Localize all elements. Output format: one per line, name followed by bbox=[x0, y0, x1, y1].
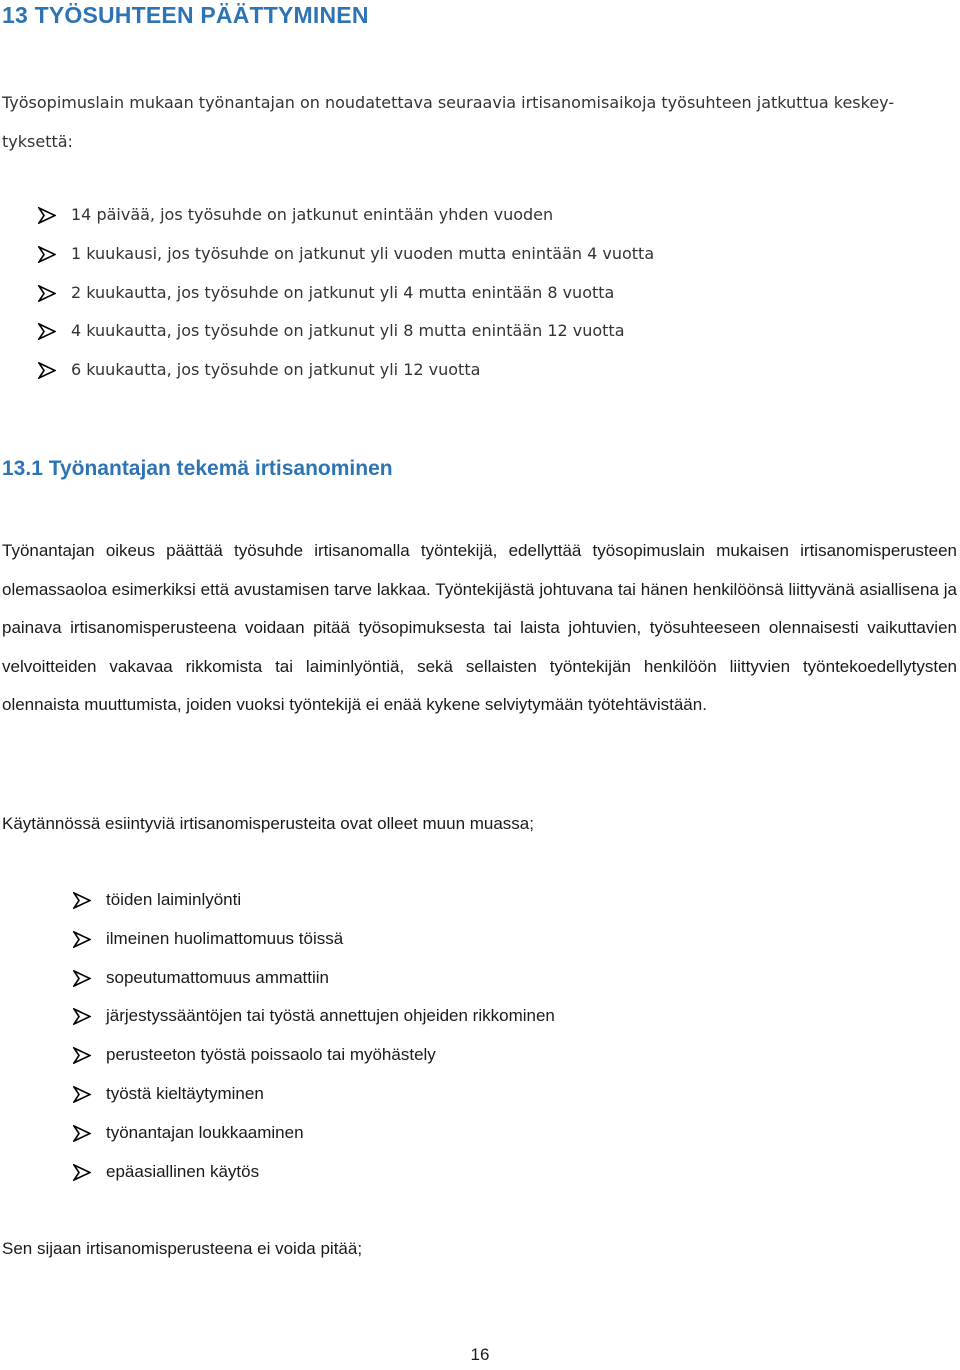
subsection-heading: 13.1 Työnantajan tekemä irtisanominen bbox=[2, 457, 393, 480]
list-item-text: 1 kuukausi, jos työsuhde on jatkunut yli vuoden mutta enintään 4 vuotta bbox=[71, 243, 655, 263]
arrowhead-bullet-icon bbox=[38, 323, 56, 340]
arrowhead-bullet-icon bbox=[38, 285, 56, 302]
body-paragraph: Työnantajan oikeus päättää työsuhde irtisanomalla työntekijä, edellyttää työsopimuslain mukaisen irtisanomisperusteen olemassaoloa esimerkiksi että avustamisen tarve lakkaa. Työntekijästä johtuvana tai hänen henkilöönsä liittyvänä asiallisena ja painava irtisanomisperusteena voidaan pitää työsopimuksesta tai laista johtuvien, työsuhteeseen olennaisesti vaikuttavien velvoitteiden vakavaa rikkomista tai laiminlyöntiä, sekä sellaisten työntekijän henkilöön liittyvien työntekoedellytysten olennaista muuttumista, joiden vuoksi työntekijä ei enää kykene selviytymään työtehtävistään. bbox=[2, 541, 957, 715]
intro-line: tyksettä: bbox=[2, 131, 73, 151]
list-item-text: 2 kuukautta, jos työsuhde on jatkunut yli 4 mutta enintään 8 vuotta bbox=[71, 282, 615, 302]
page-number: 16 bbox=[470, 1345, 490, 1364]
section-heading: 13 TYÖSUHTEEN PÄÄTTYMINEN bbox=[2, 2, 369, 28]
list-item-text: työnantajan loukkaaminen bbox=[106, 1122, 304, 1142]
list-item-text: työstä kieltäytyminen bbox=[106, 1083, 264, 1103]
arrowhead-bullet-icon bbox=[38, 246, 56, 263]
arrowhead-bullet-icon bbox=[73, 1008, 91, 1025]
arrowhead-bullet-icon bbox=[73, 931, 91, 948]
list-item-text: 14 päivää, jos työsuhde on jatkunut enintään yhden vuoden bbox=[71, 205, 554, 224]
intro-line: Työsopimuslain mukaan työnantajan on noudatettava seuraavia irtisanomisaikoja työsuhteen jatkuttua keskey- bbox=[2, 93, 895, 112]
arrowhead-bullet-icon bbox=[38, 362, 56, 379]
arrowhead-bullet-icon bbox=[73, 1086, 91, 1103]
list-item-text: 4 kuukautta, jos työsuhde on jatkunut yli 8 mutta enintään 12 vuotta bbox=[71, 321, 625, 341]
arrowhead-bullet-icon bbox=[73, 1164, 91, 1181]
list-item-text: töiden laiminlyönti bbox=[106, 890, 242, 909]
arrowhead-bullet-icon bbox=[73, 892, 91, 909]
arrowhead-bullet-icon bbox=[73, 970, 91, 987]
list-item-text: sopeutumattomuus ammattiin bbox=[106, 967, 329, 987]
closing-paragraph: Sen sijaan irtisanomisperusteena ei voida pitää; bbox=[2, 1239, 363, 1258]
arrowhead-bullet-icon bbox=[73, 1047, 91, 1064]
arrowhead-bullet-icon bbox=[38, 207, 56, 224]
list-item-text: perusteeton työstä poissaolo tai myöhästely bbox=[106, 1045, 436, 1065]
arrowhead-bullet-icon bbox=[73, 1125, 91, 1142]
list-item-text: epäasiallinen käytös bbox=[106, 1161, 260, 1181]
list-item-text: ilmeinen huolimattomuus töissä bbox=[106, 928, 344, 948]
intro-paragraph bbox=[2, 84, 957, 161]
list-item-text: 6 kuukautta, jos työsuhde on jatkunut yli 12 vuotta bbox=[71, 360, 481, 380]
practice-intro-paragraph: Käytännössä esiintyviä irtisanomisperusteita ovat olleet muun muassa; bbox=[2, 814, 534, 833]
list-item-text: järjestyssääntöjen tai työstä annettujen ohjeiden rikkominen bbox=[106, 1006, 555, 1026]
